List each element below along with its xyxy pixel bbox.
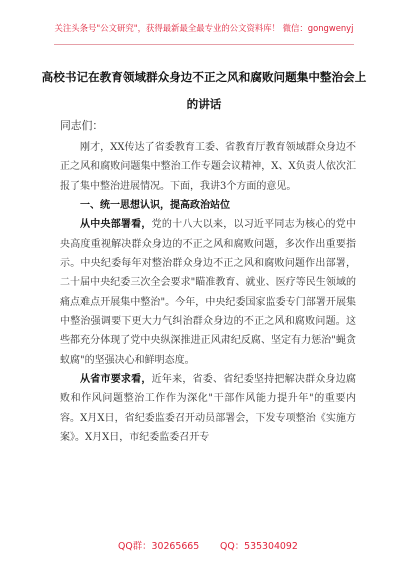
- paragraph-text: 近年来，省委、省纪委坚持把解决群众身边腐败和作风问题整治工作作为深化"干部作风能力提升年"的重要内容。X月X日，省纪委监委召开动员部署会，下发专项整治《实施方案》。X月X日，市纪委监委召开专: [60, 374, 357, 444]
- paragraph-central: [60, 215, 356, 370]
- section-heading: 一、统一思想认识，提高政治站位: [80, 200, 230, 212]
- paragraph-text: 党的十八大以来，以习近平同志为核心的党中央高度重视解决群众身边的不正之风和腐败问题，多次作出重要指示。中央纪委每年对整治群众身边不正之风和腐败问题作出部署，二十届中央纪委三次全会要求"瞄准教育、就业、医疗等民生领域的痛点难点开展集中整治"。今年，中央纪委国家监委专门部署开展集中整治强调要下更大力气纠治群众身边的不正之风和腐败问题。这些都充分体现了党中央纵深推进正风肃纪反腐、坚定有力惩治"蝇贪蚁腐"的坚强决心和鲜明态度。: [60, 219, 357, 366]
- header-note: 关注头条号"公文研究"，获得最新最全最专业的公文资料库！ 微信：gongwenyj: [54, 23, 354, 33]
- paragraph-text: 刚才，XX传达了省委教育工委、省教育厅教育领域群众身边不正之风和腐败问题集中整治工作专题会议精神，X、X负责人依次汇报了集中整治进展情况。下面，我讲3个方面的意见。: [60, 142, 356, 192]
- paragraph-lead: 从省市要求看，: [80, 374, 152, 386]
- document-title: 高校书记在教育领域群众身边不正之风和腐败问题集中整治会上的讲话: [41, 70, 367, 111]
- footer-qq-group: QQ群：30265665: [118, 541, 200, 552]
- salutation: 同志们：: [60, 119, 104, 132]
- header-divider: [54, 44, 354, 45]
- paragraph-provincial: [60, 370, 356, 447]
- footer-qq-contact: QQ：535304092: [220, 541, 298, 552]
- document-body: [60, 138, 356, 448]
- paragraph-intro: [60, 138, 356, 196]
- paragraph-lead: 从中央部署看，: [80, 219, 152, 231]
